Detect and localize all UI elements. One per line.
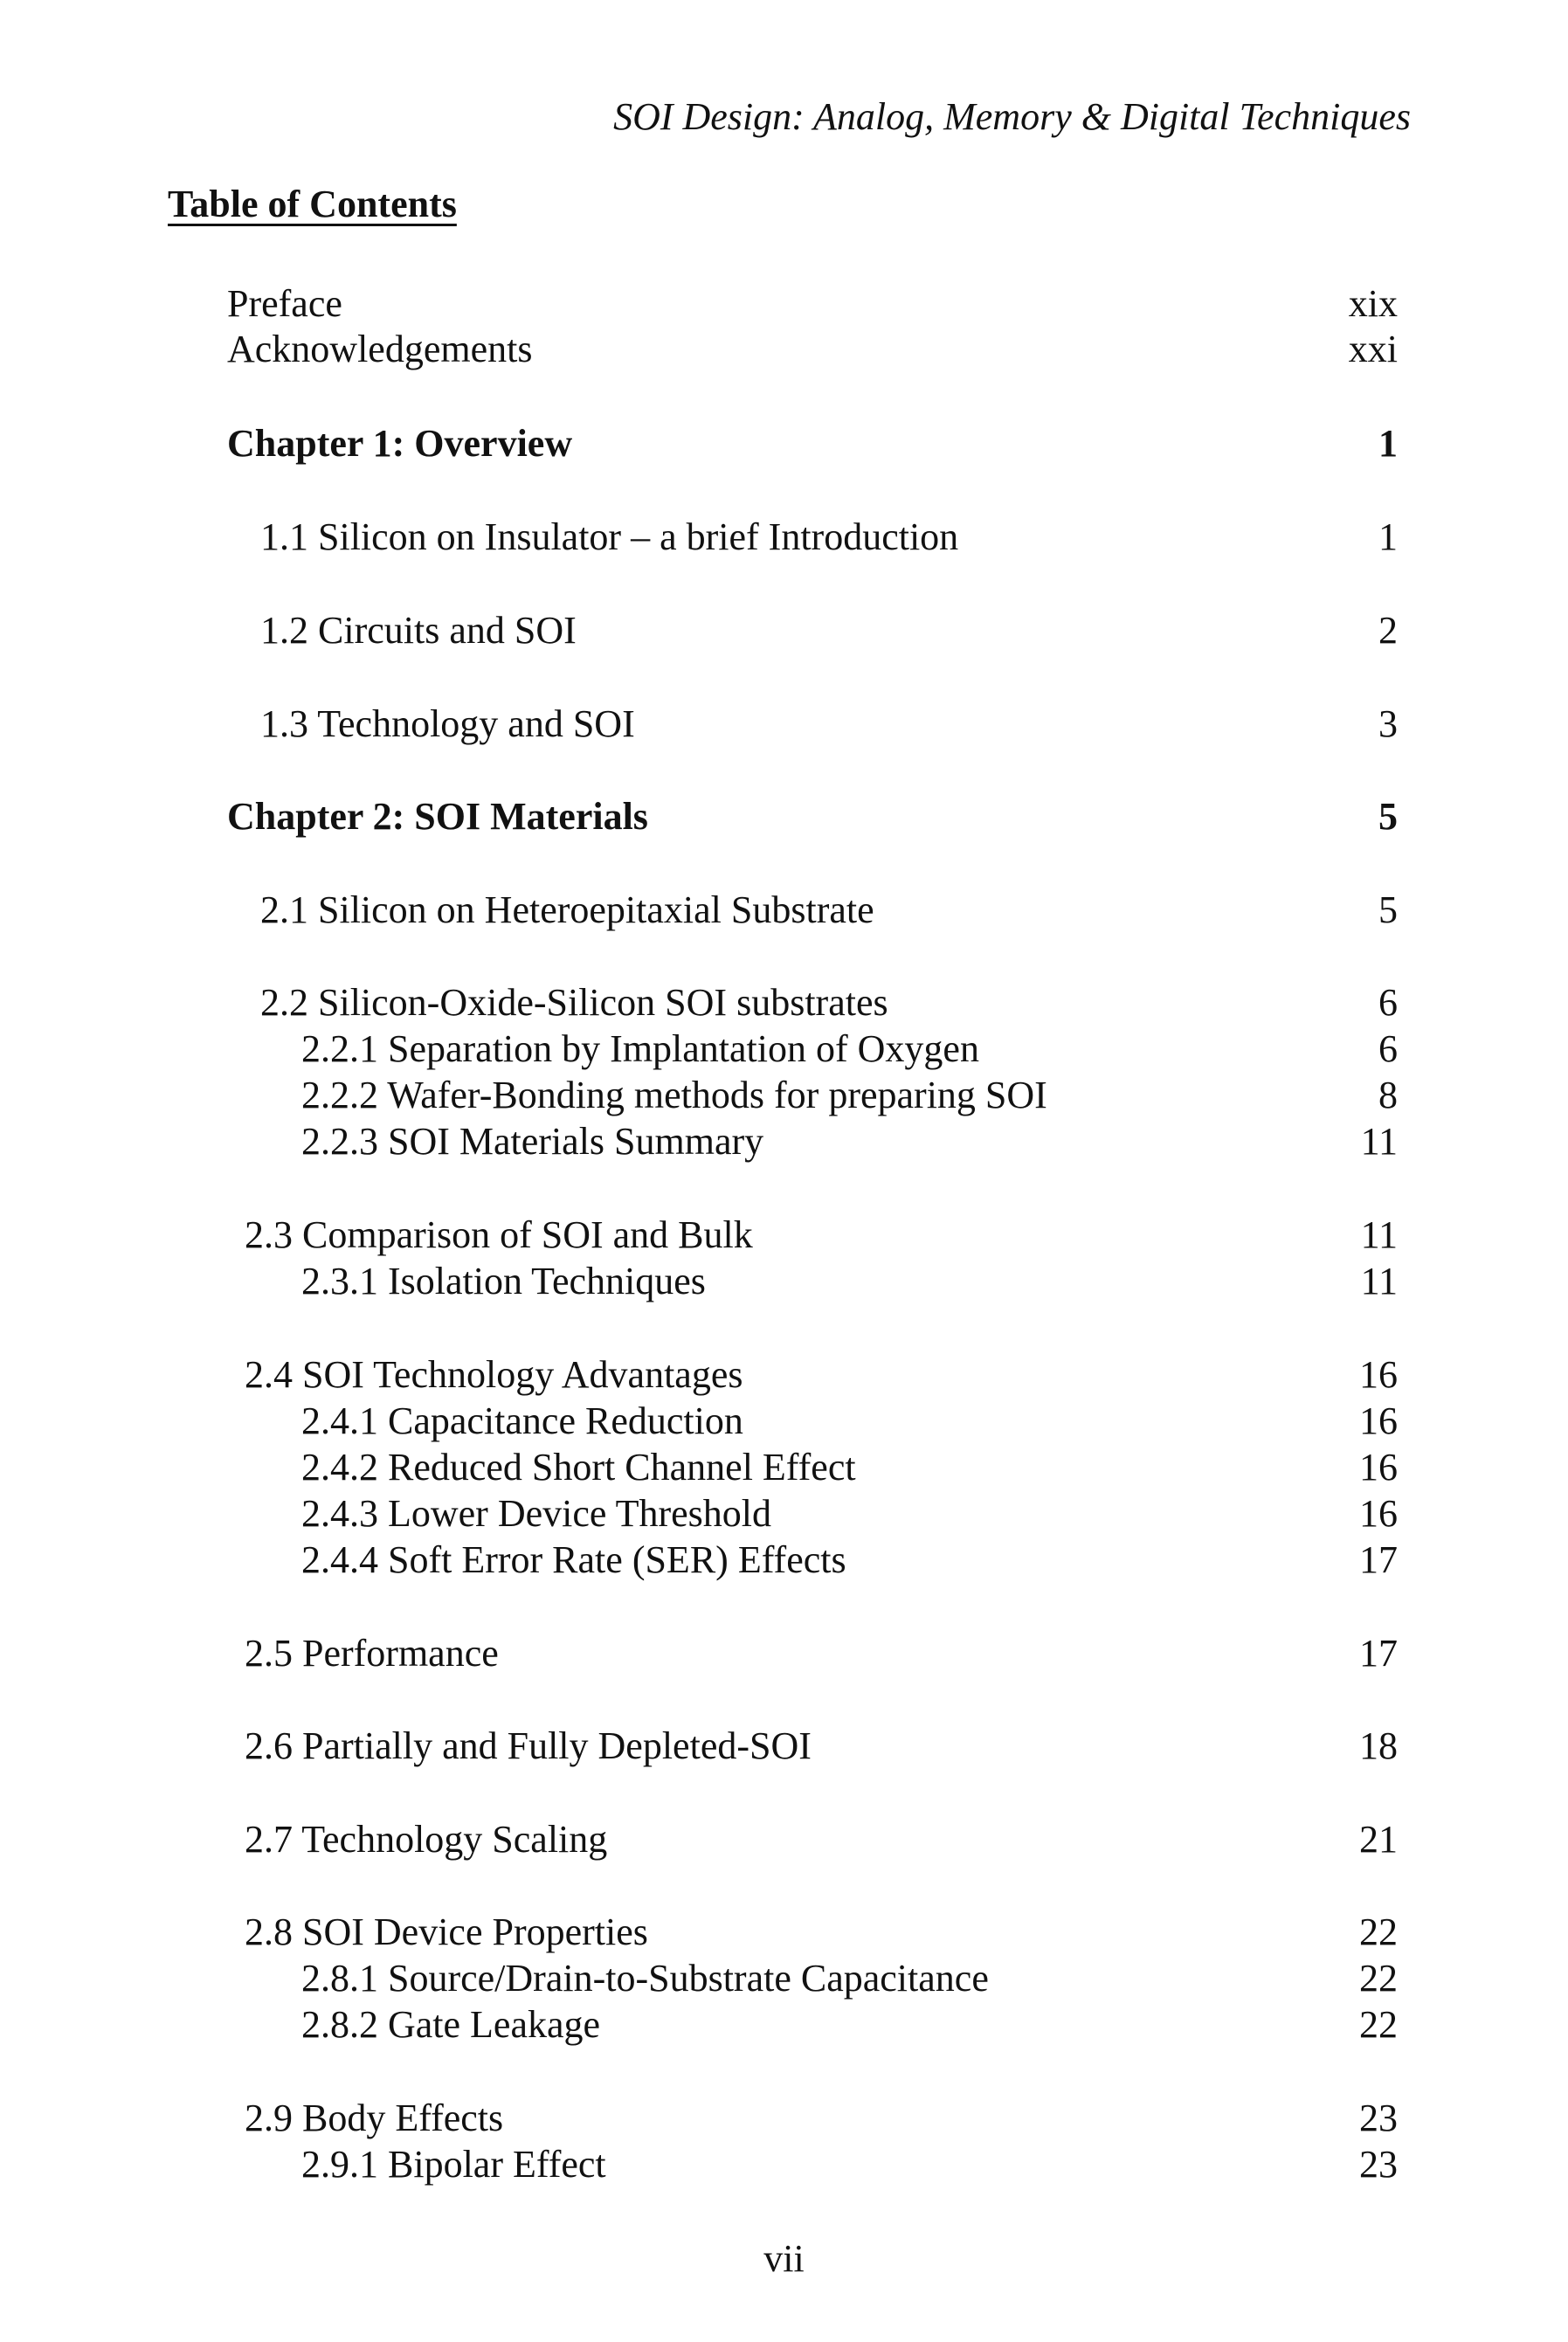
toc-entry-label: Acknowledgements (227, 328, 533, 370)
toc-entry-label: 2.6 Partially and Fully Depleted-SOI (245, 1724, 812, 1767)
toc-entry-label: 2.1 Silicon on Heteroepitaxial Substrate (260, 888, 874, 931)
toc-entry-label: 2.4.4 Soft Error Rate (SER) Effects (301, 1538, 846, 1581)
toc-entry-label: 2.3.1 Isolation Techniques (301, 1260, 706, 1302)
toc-entry-2-2-1 (0, 1025, 1568, 1074)
toc-entry-label: 2.8.1 Source/Drain-to-Substrate Capacitance (301, 1957, 989, 2000)
toc-entry-page: xix (1348, 282, 1398, 325)
toc-entry-page: 16 (1359, 1446, 1398, 1489)
toc-entry-page: 22 (1359, 1957, 1398, 2000)
toc-entry-2-5 (0, 1629, 1568, 1678)
toc-entry-2-3 (0, 1211, 1568, 1260)
toc-entry-2-4-4 (0, 1536, 1568, 1585)
toc-entry-label: 2.2.1 Separation by Implantation of Oxygen (301, 1027, 979, 1070)
toc-entry-label: 1.2 Circuits and SOI (260, 609, 577, 652)
page-number: vii (763, 2237, 805, 2280)
toc-entry-page: 5 (1378, 795, 1398, 838)
toc-entry-page: 11 (1360, 1260, 1398, 1302)
toc-entry-2-9 (0, 2094, 1568, 2143)
toc-entry-2-4-3 (0, 1489, 1568, 1538)
toc-entry-label: 2.2.3 SOI Materials Summary (301, 1120, 764, 1163)
toc-entry-page: 16 (1359, 1399, 1398, 1442)
toc-entry-preface (0, 280, 1568, 328)
toc-entry-label: 2.5 Performance (245, 1632, 499, 1675)
toc-entry-page: 1 (1378, 515, 1398, 558)
toc-entry-2-8-1 (0, 1954, 1568, 2003)
toc-entry-page: 5 (1378, 888, 1398, 931)
toc-entry-label: 2.2 Silicon-Oxide-Silicon SOI substrates (260, 981, 888, 1024)
toc-entry-page: 3 (1378, 702, 1398, 745)
toc-entry-label: Chapter 1: Overview (227, 422, 573, 465)
toc-entry-2-8 (0, 1908, 1568, 1957)
toc-entry-label: 1.1 Silicon on Insulator – a brief Introduction (260, 515, 959, 558)
toc-entry-2-4-1 (0, 1397, 1568, 1446)
toc-entry-label: Chapter 2: SOI Materials (227, 795, 648, 838)
toc-entry-1-1 (0, 513, 1568, 562)
toc-entry-page: 8 (1378, 1074, 1398, 1116)
toc-entry-page: 22 (1359, 1910, 1398, 1953)
toc-entry-2-9-1 (0, 2140, 1568, 2189)
toc-entry-label: 2.3 Comparison of SOI and Bulk (245, 1213, 753, 1256)
toc-entry-label: 2.8 SOI Device Properties (245, 1910, 648, 1953)
toc-chapter-1 (0, 419, 1568, 468)
toc-entry-label: 2.2.2 Wafer-Bonding methods for preparing SOI (301, 1074, 1047, 1116)
toc-entry-2-1 (0, 886, 1568, 935)
toc-entry-label: 2.7 Technology Scaling (245, 1818, 608, 1861)
toc-entry-page: 22 (1359, 2003, 1398, 2046)
toc-entry-page: 18 (1359, 1724, 1398, 1767)
toc-entry-2-8-2 (0, 2000, 1568, 2049)
toc-entry-label: 1.3 Technology and SOI (260, 702, 635, 745)
toc-entry-2-7 (0, 1815, 1568, 1864)
toc-entry-page: 16 (1359, 1353, 1398, 1396)
toc-entry-label: 2.4.2 Reduced Short Channel Effect (301, 1446, 856, 1489)
toc-entry-label: 2.8.2 Gate Leakage (301, 2003, 601, 2046)
toc-entry-page: 17 (1359, 1538, 1398, 1581)
toc-entry-page: 17 (1359, 1632, 1398, 1675)
toc-entry-label: 2.9 Body Effects (245, 2097, 504, 2139)
toc-entry-label: 2.4.3 Lower Device Threshold (301, 1492, 772, 1535)
toc-entry-acknowledgements (0, 325, 1568, 374)
toc-entry-page: 1 (1378, 422, 1398, 465)
toc-entry-page: 21 (1359, 1818, 1398, 1861)
toc-entry-page: 6 (1378, 1027, 1398, 1070)
toc-entry-2-4-2 (0, 1443, 1568, 1492)
toc-entry-2-2-2 (0, 1071, 1568, 1120)
toc-entry-page: xxi (1348, 328, 1398, 370)
toc-entry-2-4 (0, 1351, 1568, 1399)
toc-entry-page: 6 (1378, 981, 1398, 1024)
toc-chapter-2 (0, 792, 1568, 841)
toc-entry-page: 23 (1359, 2143, 1398, 2186)
toc-entry-label: Preface (227, 282, 342, 325)
toc-entry-page: 11 (1360, 1120, 1398, 1163)
toc-entry-2-2-3 (0, 1117, 1568, 1166)
toc-entry-page: 23 (1359, 2097, 1398, 2139)
toc-entry-label: 2.4 SOI Technology Advantages (245, 1353, 743, 1396)
toc-entry-2-6 (0, 1722, 1568, 1771)
toc-entry-1-3 (0, 700, 1568, 749)
toc-entry-page: 16 (1359, 1492, 1398, 1535)
toc-entry-2-3-1 (0, 1257, 1568, 1306)
toc-entry-2-2 (0, 978, 1568, 1027)
toc-entry-page: 2 (1378, 609, 1398, 652)
running-header: SOI Design: Analog, Memory & Digital Techniques (613, 95, 1411, 138)
toc-entry-page: 11 (1360, 1213, 1398, 1256)
toc-title: Table of Contents (168, 183, 457, 225)
toc-entry-label: 2.9.1 Bipolar Effect (301, 2143, 606, 2186)
toc-entry-label: 2.4.1 Capacitance Reduction (301, 1399, 743, 1442)
toc-entry-1-2 (0, 606, 1568, 655)
